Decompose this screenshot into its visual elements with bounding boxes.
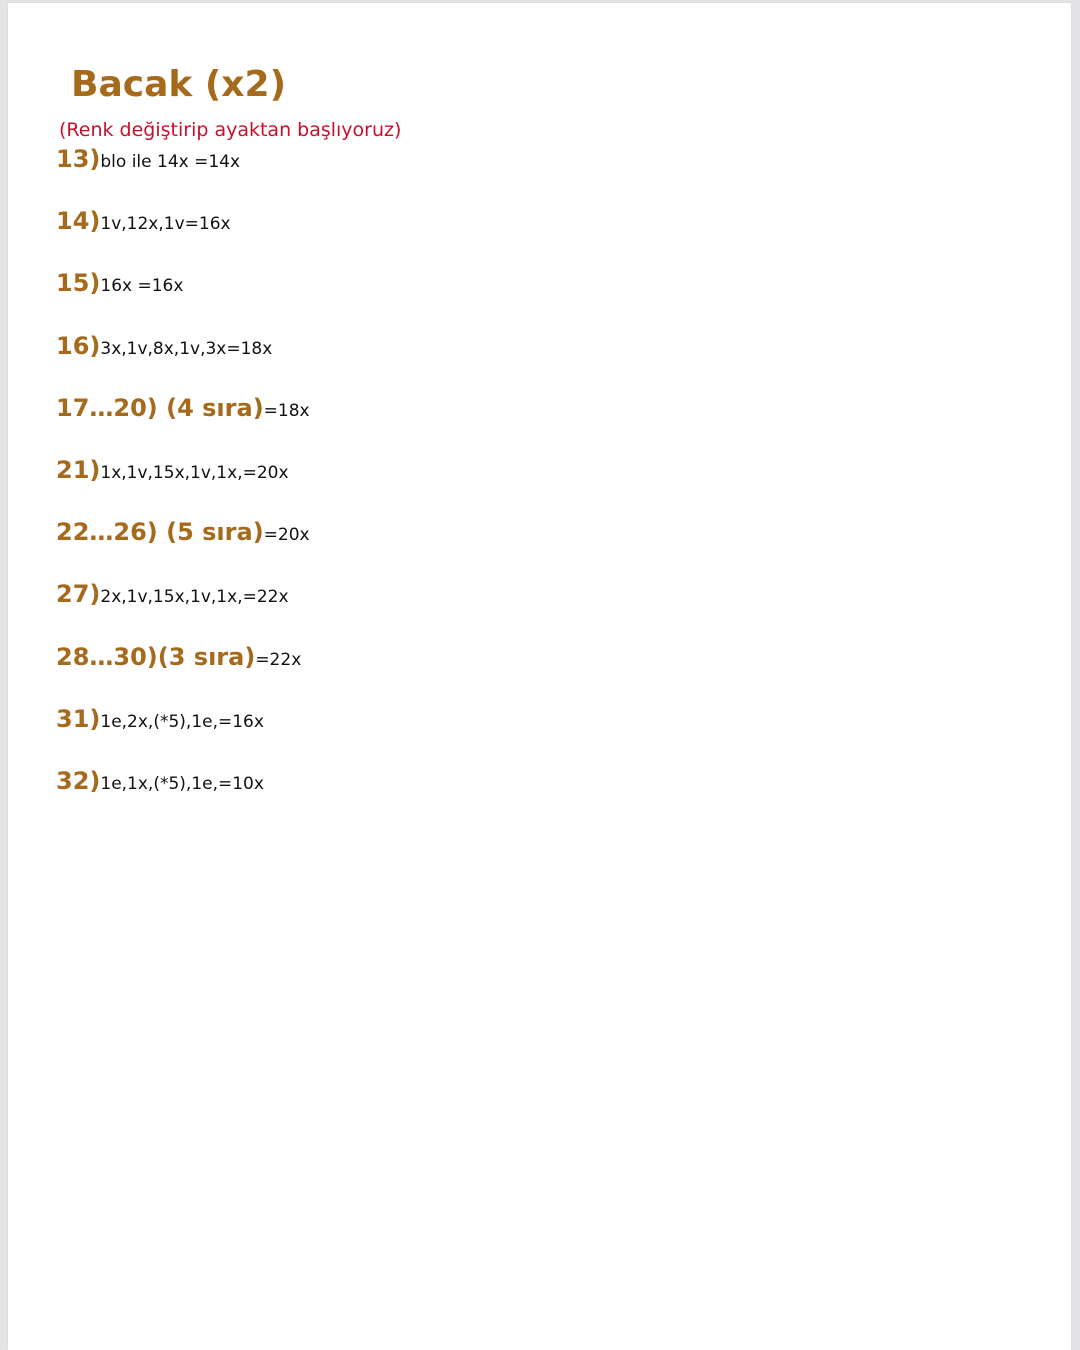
document-page <box>8 3 1071 1350</box>
row-number: 17…20) (4 sıra) <box>56 393 264 422</box>
row-number: 28…30)(3 sıra) <box>56 642 256 671</box>
pattern-row <box>56 765 310 827</box>
pattern-row <box>56 330 310 392</box>
pattern-row <box>56 703 310 765</box>
pattern-row <box>56 392 310 454</box>
row-instruction: =20x <box>263 525 310 546</box>
pattern-row <box>56 205 310 267</box>
row-instruction: 1e,2x,(*5),1e,=16x <box>100 711 264 732</box>
row-instruction: blo ile 14x =14x <box>100 152 241 172</box>
row-instruction: 1v,12x,1v=16x <box>100 214 231 235</box>
page-title: Bacak (x2) <box>71 64 287 105</box>
row-number: 27) <box>56 580 101 609</box>
pattern-row <box>56 143 310 205</box>
row-number: 21) <box>56 455 101 484</box>
row-instruction: =18x <box>263 400 310 421</box>
row-instruction: 16x =16x <box>100 276 184 297</box>
row-instruction: =22x <box>255 649 302 670</box>
row-number: 32) <box>56 766 101 795</box>
row-instruction: 2x,1v,15x,1v,1x,=22x <box>100 587 289 608</box>
pattern-rows <box>56 143 310 827</box>
row-number: 15) <box>56 269 101 298</box>
pattern-row <box>56 516 310 578</box>
row-instruction: 3x,1v,8x,1v,3x=18x <box>100 338 273 359</box>
pattern-row <box>56 641 310 703</box>
row-number: 31) <box>56 704 101 733</box>
row-number: 13) <box>56 145 101 173</box>
pattern-row <box>56 454 310 516</box>
row-number: 16) <box>56 331 101 360</box>
row-instruction: 1e,1x,(*5),1e,=10x <box>100 773 264 794</box>
row-instruction: 1x,1v,15x,1v,1x,=20x <box>100 462 289 483</box>
pattern-row <box>56 578 310 640</box>
row-number: 14) <box>56 207 101 236</box>
row-number: 22…26) (5 sıra) <box>56 518 264 547</box>
pattern-row <box>56 267 310 329</box>
color-change-note: (Renk değiştirip ayaktan başlıyoruz) <box>59 119 402 141</box>
